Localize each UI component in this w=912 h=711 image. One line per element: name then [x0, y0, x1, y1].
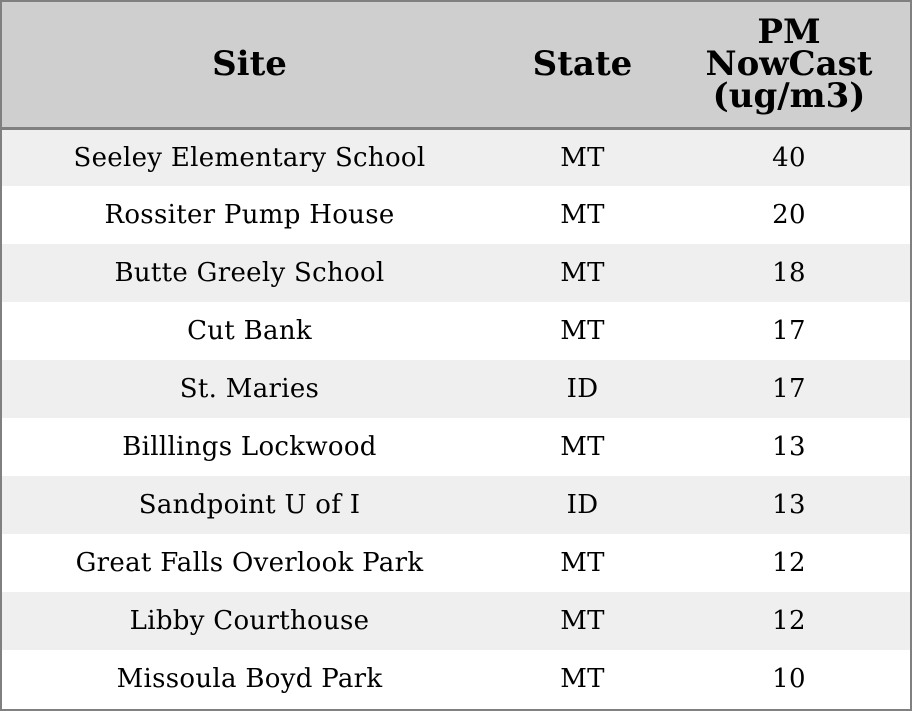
cell-site: Billlings Lockwood: [122, 432, 377, 462]
table-row: [2, 534, 910, 592]
cell-state: MT: [560, 142, 605, 173]
table-row: [2, 476, 910, 534]
cell-site: Butte Greely School: [114, 258, 385, 288]
cell-pm-nowcast: 17: [772, 374, 806, 404]
cell-pm-nowcast: 18: [772, 258, 806, 288]
cell-site: Missoula Boyd Park: [116, 664, 383, 694]
table-row: [2, 360, 910, 418]
cell-state: ID: [566, 374, 599, 404]
data-table: [2, 2, 910, 708]
cell-state: MT: [560, 200, 605, 230]
table-row: [2, 302, 910, 360]
table-row: [2, 418, 910, 476]
cell-state: MT: [560, 664, 605, 694]
table-body: [2, 128, 910, 708]
cell-pm-nowcast: 12: [772, 606, 806, 636]
cell-pm-nowcast: 20: [772, 200, 806, 230]
cell-pm-nowcast: 10: [772, 664, 806, 694]
cell-pm-nowcast: 12: [772, 548, 806, 578]
column-header-pm-nowcast: PM NowCast (ug/m3): [668, 2, 910, 128]
cell-state: MT: [560, 258, 605, 288]
cell-state: MT: [560, 606, 605, 636]
cell-state: MT: [560, 548, 605, 578]
cell-site: Cut Bank: [187, 316, 312, 346]
cell-site: Rossiter Pump House: [104, 200, 395, 230]
table-header: [2, 2, 910, 128]
cell-site: Libby Courthouse: [129, 606, 370, 636]
cell-site: Sandpoint U of I: [138, 490, 361, 520]
cell-pm-nowcast: 17: [772, 316, 806, 346]
header-row: [2, 2, 910, 128]
table-row: [2, 592, 910, 650]
column-header-site: Site: [2, 2, 497, 128]
cell-state: ID: [566, 490, 599, 520]
cell-pm-nowcast: 13: [772, 432, 806, 462]
cell-pm-nowcast: 40: [772, 142, 806, 173]
cell-state: MT: [560, 316, 605, 346]
table-row: [2, 186, 910, 244]
cell-state: MT: [560, 432, 605, 462]
table-row: [2, 650, 910, 708]
table-row: [2, 244, 910, 302]
cell-site: St. Maries: [179, 374, 320, 404]
cell-site: Seeley Elementary School: [73, 142, 426, 173]
column-header-state: State: [497, 2, 668, 128]
cell-site: Great Falls Overlook Park: [75, 548, 424, 578]
table-row: [2, 128, 910, 186]
cell-pm-nowcast: 13: [772, 490, 806, 520]
